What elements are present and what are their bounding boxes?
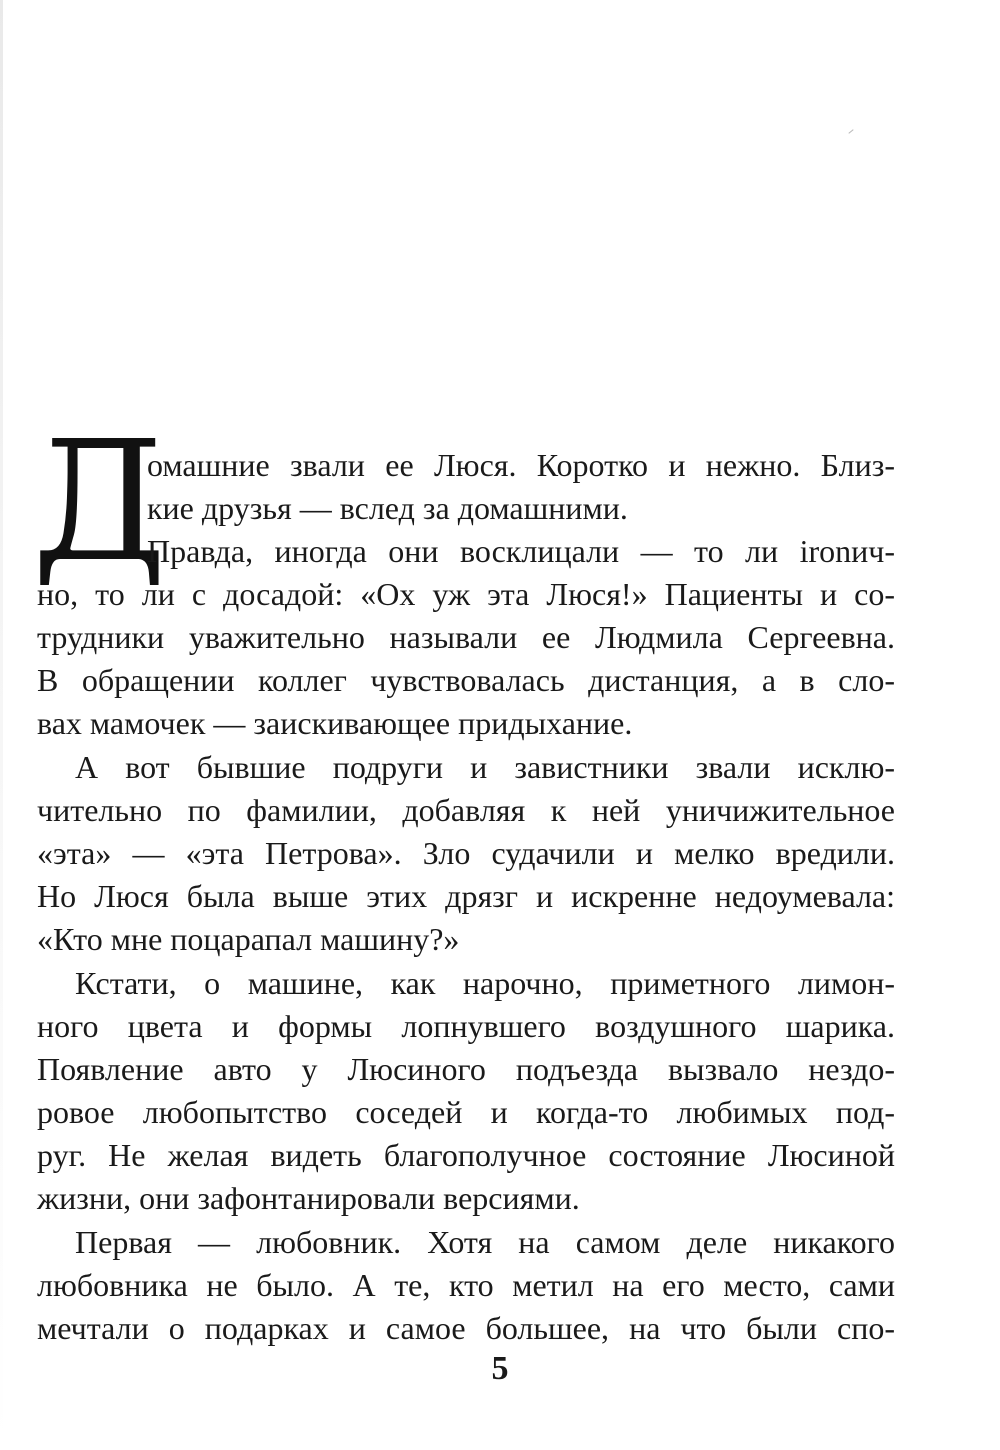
- text-line: А вот бывшие подруги и завистники звали исклю-: [75, 749, 895, 785]
- text-line: Появление авто у Люсиного подъезда вызвало нездо-: [37, 1051, 895, 1087]
- text-line: но, то ли с досадой: «Ох уж эта Люся!» Пациенты и со-: [37, 576, 895, 612]
- text-line: Но Люся была выше этих дрязг и искренне недоумевала:: [37, 878, 895, 914]
- text-line: чительно по фамилии, добавляя к ней уничижительное: [37, 792, 895, 828]
- text-line: руг. Не желая видеть благополучное состояние Люсиной: [37, 1137, 895, 1173]
- text-line: вах мамочек — заискивающее придыхание.: [37, 705, 633, 741]
- text-line: Кстати, о машине, как нарочно, приметного лимон-: [75, 965, 895, 1001]
- text-line: мечтали о подарках и самое большее, на что были спо-: [37, 1310, 895, 1346]
- text-line: ровое любопытство соседей и когда-то любимых под-: [37, 1094, 895, 1130]
- text-line: трудники уважительно называли ее Людмила Сергеевна.: [37, 619, 895, 655]
- text-line: кие друзья — вслед за домашними.: [147, 490, 628, 526]
- text-line: жизни, они зафонтанировали версиями.: [37, 1180, 580, 1216]
- text-line: омашние звали ее Люся. Коротко и нежно. Близ-: [147, 447, 895, 483]
- text-line: Правда, иногда они восклицали — то ли ironич-: [147, 533, 895, 569]
- page-binding-edge: [0, 0, 3, 1450]
- drop-cap-letter: Д: [32, 406, 167, 599]
- text-line: «Кто мне поцарапал машину?»: [37, 921, 460, 957]
- text-line: В обращении коллег чувствовалась дистанция, а в сло-: [37, 662, 895, 698]
- scan-speck: [848, 129, 853, 134]
- text-line: Первая — любовник. Хотя на самом деле никакого: [75, 1224, 895, 1260]
- text-line: любовника не было. А те, кто метил на его место, сами: [37, 1267, 895, 1303]
- text-line: ного цвета и формы лопнувшего воздушного шарика.: [37, 1008, 895, 1044]
- page-number: 5: [491, 1350, 509, 1387]
- text-line: «эта» — «эта Петрова». Зло судачили и мелко вредили.: [37, 835, 895, 871]
